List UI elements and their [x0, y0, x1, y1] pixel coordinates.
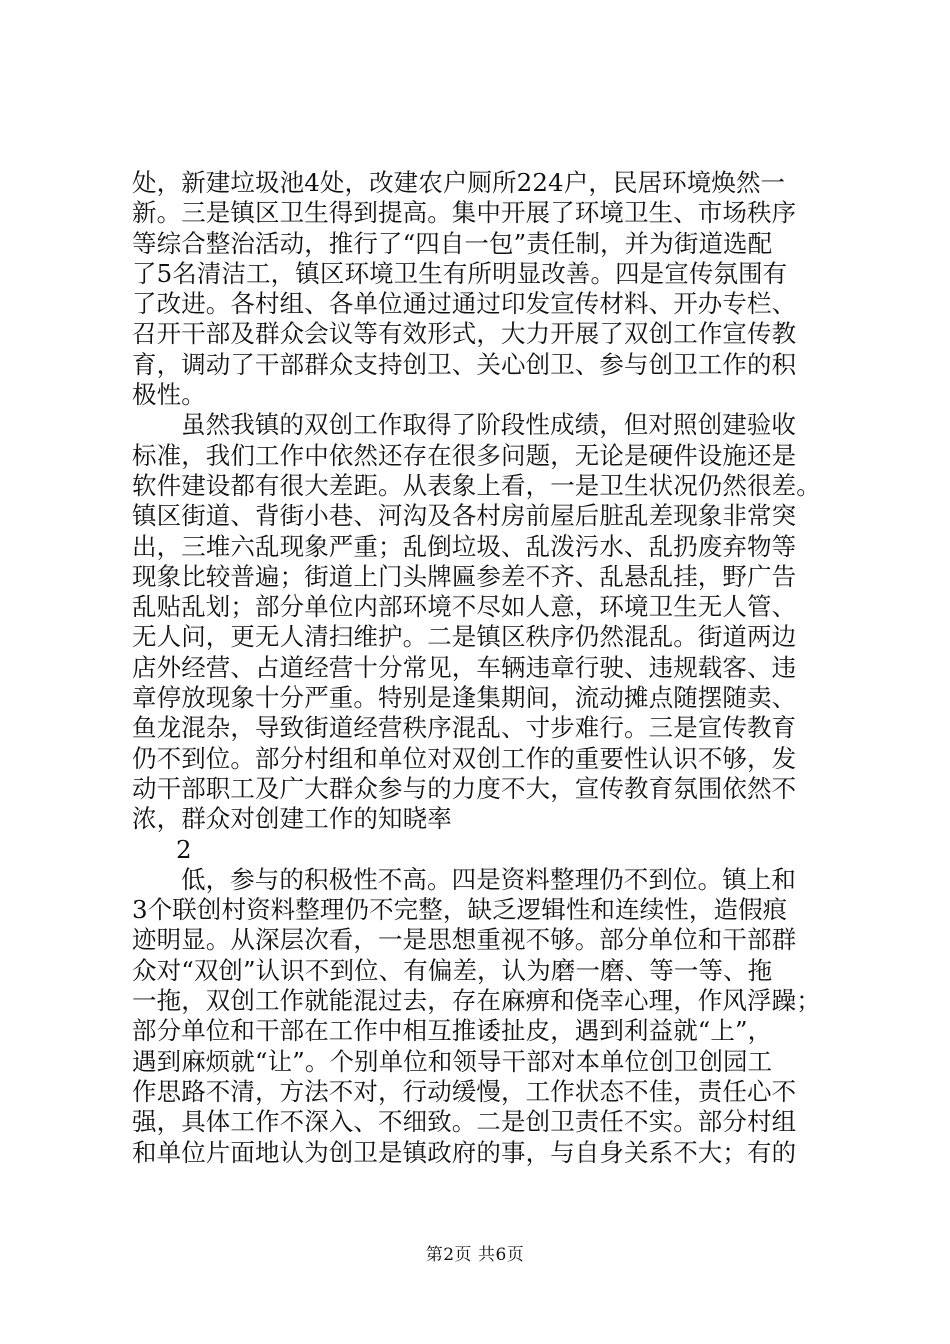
text-line: 标准，我们工作中依然还存在很多问题，无论是硬件设施还是: [132, 440, 797, 470]
text-line: 店外经营、占道经营十分常见，车辆违章行驶、违规载客、违: [132, 652, 797, 682]
paragraph-first-line: 虽然我镇的双创工作取得了阶段性成绩，但对照创建验收: [181, 410, 796, 440]
text-line: 极性。: [132, 380, 206, 410]
text-line: 动干部职工及广大群众参与的力度不大，宣传教育氛围依然不: [132, 773, 797, 803]
page-footer: [0, 1244, 950, 1266]
text-line: 软件建设都有很大差距。从表象上看，一是卫生状况仍然很差。: [132, 470, 821, 500]
document-body: [132, 168, 832, 1168]
text-line: 众对“双创”认识不到位、有偏差，认为磨一磨、等一等、拖: [132, 955, 773, 985]
text-line: 乱贴乱划；部分单位内部环境不尽如人意，环境卫生无人管、: [132, 592, 797, 622]
paragraph-first-line: 低，参与的积极性不高。四是资料整理仍不到位。镇上和: [181, 864, 796, 894]
text-line: 作思路不清，方法不对，行动缓慢，工作状态不佳，责任心不: [132, 1076, 797, 1106]
text-line: 现象比较普遍；街道上门头牌匾参差不齐、乱悬乱挂，野广告: [132, 561, 797, 591]
text-line: 强，具体工作不深入、不细致。二是创卫责任不实。部分村组: [132, 1107, 797, 1137]
text-line: 部分单位和干部在工作中相互推诿扯皮，遇到利益就“上”，: [132, 1016, 773, 1046]
inline-page-number: 2: [176, 834, 192, 864]
text-line: 章停放现象十分严重。特别是逢集期间，流动摊点随摆随卖、: [132, 683, 797, 713]
text-line: 等综合整治活动，推行了“四自一包”责任制，并为街道选配: [132, 228, 773, 258]
text-line: 了改进。各村组、各单位通过通过印发宣传材料、开办专栏、: [132, 289, 797, 319]
text-line: 鱼龙混杂，导致街道经营秩序混乱、寸步难行。三是宣传教育: [132, 713, 797, 743]
text-line: 仍不到位。部分村组和单位对双创工作的重要性认识不够，发: [132, 743, 797, 773]
text-line: 出，三堆六乱现象严重；乱倒垃圾、乱泼污水、乱扔废弃物等: [132, 531, 797, 561]
text-line: 迹明显。从深层次看，一是思想重视不够。部分单位和干部群: [132, 925, 797, 955]
text-line: 一拖，双创工作就能混过去，存在麻痹和侥幸心理，作风浮躁；: [132, 986, 821, 1016]
text-line: 无人问，更无人清扫维护。二是镇区秩序仍然混乱。街道两边: [132, 622, 797, 652]
text-line: 3个联创村资料整理仍不完整，缺乏逻辑性和连续性，造假痕: [132, 895, 788, 925]
text-line: 育，调动了干部群众支持创卫、关心创卫、参与创卫工作的积: [132, 349, 797, 379]
text-line: 召开干部及群众会议等有效形式，大力开展了双创工作宣传教: [132, 319, 797, 349]
text-line: 浓，群众对创建工作的知晓率: [132, 804, 452, 834]
page-indicator: 第2页 共6页: [425, 1245, 525, 1265]
text-line: 镇区街道、背街小巷、河沟及各村房前屋后脏乱差现象非常突: [132, 501, 797, 531]
text-line: 新。三是镇区卫生得到提高。集中开展了环境卫生、市场秩序: [132, 198, 797, 228]
text-line: 了5名清洁工，镇区环境卫生有所明显改善。四是宣传氛围有: [132, 258, 788, 288]
text-line: 和单位片面地认为创卫是镇政府的事，与自身关系不大；有的: [132, 1137, 797, 1167]
text-line: 处，新建垃圾池4处，改建农户厕所224户，民居环境焕然一: [132, 168, 786, 197]
text-line: 遇到麻烦就“让”。个别单位和领导干部对本单位创卫创园工: [132, 1046, 773, 1076]
